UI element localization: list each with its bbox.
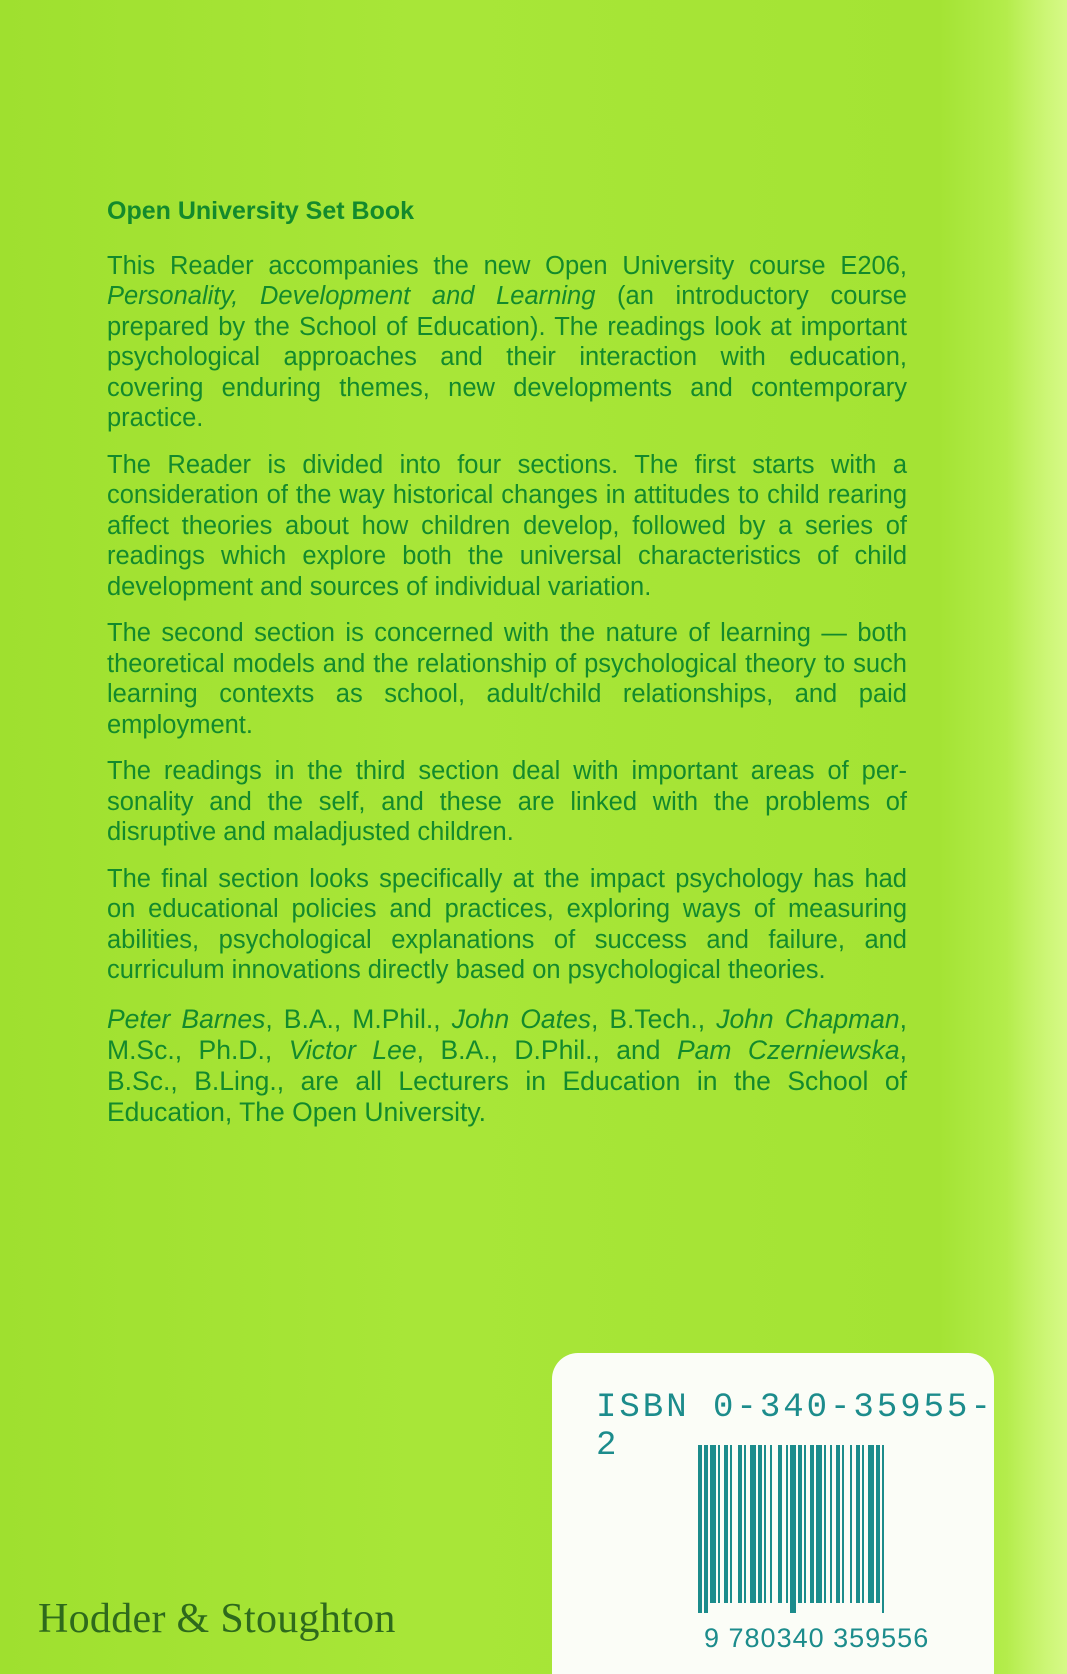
barcode-bar	[856, 1445, 860, 1603]
barcode-bar	[824, 1445, 826, 1603]
publisher-imprint: Hodder & Stoughton	[38, 1596, 396, 1642]
barcode-bar	[718, 1445, 720, 1603]
author-credentials: , B.Tech.,	[590, 1003, 717, 1034]
isbn-label	[552, 1353, 994, 1674]
barcode-bar	[786, 1445, 788, 1603]
intro-part1: This Reader accompanies the new Open University course E206,	[107, 251, 907, 280]
barcode-bar	[750, 1445, 756, 1603]
section-one-paragraph: The Reader is divided into four sections. The first starts with a consideration of the way historical changes in attitudes to child rearing affect theories about how children develop, followed by a series of readings which explore both the universal characteristics of child development and sources of individual variation.	[107, 450, 907, 601]
barcode-bar	[876, 1445, 880, 1603]
author-credentials: , B.A., M.Phil.,	[265, 1003, 452, 1034]
ean-digits: 9 780340 359556	[704, 1623, 930, 1653]
blurb	[107, 196, 907, 1144]
author-name: Peter Barnes	[107, 1003, 266, 1034]
barcode-bar	[778, 1445, 782, 1603]
author-credentials: , M.Sc., Ph.D.,	[107, 1003, 907, 1065]
barcode-bar	[790, 1445, 796, 1613]
author-name: John Chapman	[716, 1003, 900, 1034]
barcode-bar	[704, 1445, 708, 1613]
author-name: John Oates	[451, 1003, 591, 1034]
section-three-paragraph: The readings in the third section deal with important areas of per-sonality and the self, and these are linked with the problems of disruptive and maladjusted children.	[107, 757, 907, 846]
section-two-paragraph: The second section is concerned with the nature of learning — both theoretical models and the relationship of psychological theory to such learning contexts as school, adult/child relationships, and paid employment.	[107, 619, 907, 739]
authors-paragraph	[107, 1004, 907, 1128]
barcode-bar	[770, 1445, 772, 1603]
barcode-bar	[830, 1445, 832, 1603]
barcode-bar	[804, 1445, 806, 1603]
barcode-bar	[816, 1445, 822, 1603]
intro-paragraph	[107, 251, 907, 434]
intro-part2: (an introductory course prepared by the School of Education). The readings look at important psychological approaches and their interaction with education, covering enduring themes, new developments and contemporary practice.	[107, 282, 907, 432]
author-name: Pam Czerniewska	[676, 1034, 900, 1065]
barcode-bar	[862, 1445, 864, 1603]
barcode-bar	[810, 1445, 814, 1603]
isbn-number: ISBN 0-340-35955-2	[596, 1389, 994, 1465]
spine-edge	[1007, 0, 1067, 1674]
barcode-bar	[758, 1445, 762, 1603]
author-credentials: , B.Sc., B.Ling., are all Lecturers in Education in the School of Education, The Open University.	[107, 1034, 907, 1127]
barcode-bar	[764, 1445, 766, 1603]
barcode-bar	[744, 1445, 746, 1603]
course-title: Personality, Development and Learning	[107, 282, 596, 310]
barcode-graphic	[696, 1445, 958, 1613]
barcode-bar	[730, 1445, 732, 1603]
barcode-bar	[738, 1445, 742, 1603]
barcode-bar	[850, 1445, 852, 1603]
section-four-paragraph: The final section looks specifically at the impact psychology has had on educational policies and practices, exploring ways of measuring abilities, psychological explanations of success and failure, and curriculum innovations directly based on psychological theories.	[107, 864, 907, 984]
barcode-bar	[842, 1445, 844, 1603]
barcode-bar	[836, 1445, 840, 1603]
barcode-bar	[698, 1445, 702, 1613]
barcode-bar	[882, 1445, 884, 1613]
barcode-bar	[868, 1445, 874, 1603]
barcode-bar	[710, 1445, 716, 1603]
barcode-bar	[724, 1445, 728, 1603]
author-name: Victor Lee	[288, 1034, 417, 1065]
set-book-heading: Open University Set Book	[107, 197, 415, 225]
author-credentials: , B.A., D.Phil., and	[416, 1034, 677, 1065]
barcode-bar	[798, 1445, 802, 1603]
